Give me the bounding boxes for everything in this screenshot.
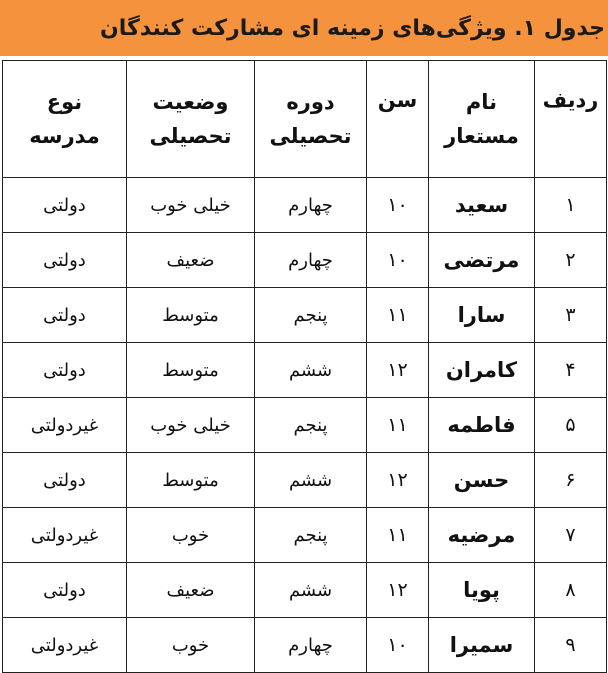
cell-school: غیردولتی <box>3 508 127 563</box>
table-row <box>3 233 607 288</box>
cell-grade: ششم <box>255 563 367 618</box>
cell-status: خیلی خوب <box>127 178 255 233</box>
cell-school: غیردولتی <box>3 618 127 673</box>
cell-status: خیلی خوب <box>127 398 255 453</box>
cell-status: خوب <box>127 618 255 673</box>
title-bar <box>0 0 608 56</box>
cell-name: پویا <box>429 563 535 618</box>
cell-name: سعید <box>429 178 535 233</box>
table-row <box>3 508 607 563</box>
table-row <box>3 453 607 508</box>
cell-radif: ۲ <box>535 233 607 288</box>
table-row <box>3 398 607 453</box>
participants-table <box>2 60 607 673</box>
cell-grade: ششم <box>255 343 367 398</box>
cell-name: مرتضی <box>429 233 535 288</box>
cell-radif: ۵ <box>535 398 607 453</box>
cell-status: ضعیف <box>127 563 255 618</box>
cell-age: ۱۱ <box>367 288 429 343</box>
cell-school: دولتی <box>3 288 127 343</box>
cell-radif: ۷ <box>535 508 607 563</box>
cell-name: فاطمه <box>429 398 535 453</box>
cell-status: متوسط <box>127 288 255 343</box>
cell-school: غیردولتی <box>3 398 127 453</box>
header-age: سن <box>367 61 429 178</box>
cell-grade: ششم <box>255 453 367 508</box>
cell-school: دولتی <box>3 233 127 288</box>
cell-name: سمیرا <box>429 618 535 673</box>
cell-status: خوب <box>127 508 255 563</box>
cell-grade: پنجم <box>255 508 367 563</box>
cell-status: متوسط <box>127 453 255 508</box>
cell-radif: ۴ <box>535 343 607 398</box>
table-row <box>3 343 607 398</box>
cell-school: دولتی <box>3 178 127 233</box>
cell-radif: ۶ <box>535 453 607 508</box>
cell-radif: ۳ <box>535 288 607 343</box>
header-status: وضعیت تحصیلی <box>127 61 255 178</box>
header-school: نوع مدرسه <box>3 61 127 178</box>
table-title: جدول ۱. ویژگی‌های زمینه ای مشارکت کنندگان <box>100 15 606 41</box>
cell-age: ۱۱ <box>367 398 429 453</box>
header-grade: دوره تحصیلی <box>255 61 367 178</box>
cell-status: ضعیف <box>127 233 255 288</box>
table-row <box>3 563 607 618</box>
cell-name: کامران <box>429 343 535 398</box>
table-row <box>3 618 607 673</box>
cell-radif: ۸ <box>535 563 607 618</box>
header-row <box>3 61 607 178</box>
cell-age: ۱۲ <box>367 453 429 508</box>
cell-age: ۱۰ <box>367 178 429 233</box>
cell-age: ۱۰ <box>367 618 429 673</box>
cell-name: حسن <box>429 453 535 508</box>
header-name: نام مستعار <box>429 61 535 178</box>
cell-school: دولتی <box>3 343 127 398</box>
cell-age: ۱۲ <box>367 563 429 618</box>
cell-grade: چهارم <box>255 233 367 288</box>
cell-age: ۱۱ <box>367 508 429 563</box>
cell-school: دولتی <box>3 453 127 508</box>
cell-radif: ۹ <box>535 618 607 673</box>
cell-age: ۱۰ <box>367 233 429 288</box>
table-row <box>3 288 607 343</box>
cell-radif: ۱ <box>535 178 607 233</box>
header-radif: ردیف <box>535 61 607 178</box>
cell-age: ۱۲ <box>367 343 429 398</box>
cell-name: سارا <box>429 288 535 343</box>
cell-school: دولتی <box>3 563 127 618</box>
cell-name: مرضیه <box>429 508 535 563</box>
cell-grade: پنجم <box>255 288 367 343</box>
table-row <box>3 178 607 233</box>
cell-grade: چهارم <box>255 618 367 673</box>
cell-grade: پنجم <box>255 398 367 453</box>
cell-grade: چهارم <box>255 178 367 233</box>
cell-status: متوسط <box>127 343 255 398</box>
